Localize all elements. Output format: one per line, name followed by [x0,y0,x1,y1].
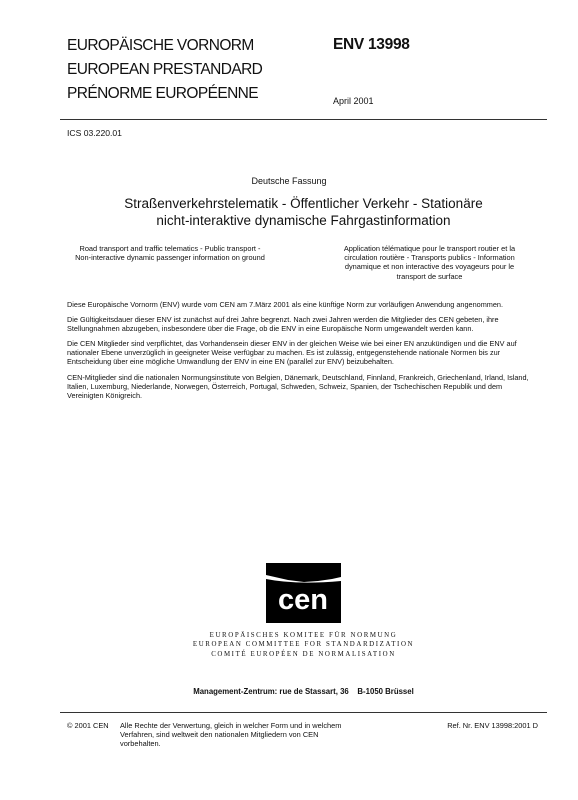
subtitle-line-1: Straßenverkehrstelematik - Öffentlicher Verkehr - Stationäre [124,196,483,211]
french-title-line: transport de surface [396,271,463,281]
french-title-line: Application télématique pour le transport routier et la [343,244,516,253]
paragraph-adoption: Diese Europäische Vornorm (ENV) wurde vom CEN am 7.März 2001 als eine künftige Norm zur vorläufigen Anwendung angenommen. [67,300,503,309]
publication-date: April 2001 [333,96,374,106]
paragraph-obligations: Die CEN Mitglieder sind verpflichtet, das Vorhandensein dieser ENV in der gleichen Weise wie bei einer EN anzukündigen und die ENV auf nationaler Ebene unverzüglich in geeigneter Weise verfügbar zu machen. Es ist zulässig, entgegenstehende nationale Normen bis zur Entscheidung über eine mögliche Umwandlung der ENV in eine EN (parallel zur ENV) beizubehalten. [67,339,517,367]
standard-number: ENV 13998 [333,36,410,53]
english-title [60,244,280,262]
cen-organisation-names [60,631,547,659]
management-centre: Management-Zentrum: rue de Stassart, 36 B-1050 Brüssel [193,687,414,696]
title-german: EUROPÄISCHE VORNORM [67,37,254,54]
title-french: PRÉNORME EUROPÉENNE [67,85,258,102]
document-subtitle [60,195,547,229]
logo-arc-shape [266,563,341,582]
title-english: EUROPEAN PRESTANDARD [67,61,263,78]
org-name-english: EUROPEAN COMMITTEE FOR STANDARDIZATION [192,641,415,649]
subtitle-line-2: nicht-interaktive dynamische Fahrgastinformation [156,213,451,228]
org-name-german: EUROPÄISCHES KOMITEE FÜR NORMUNG [209,632,398,639]
org-name-french: COMITÉ EUROPÉEN DE NORMALISATION [211,650,396,658]
version-label: Deutsche Fassung [251,176,327,186]
paragraph-validity: Die Gültigkeitsdauer dieser ENV ist zunächst auf drei Jahre begrenzt. Nach zwei Jahren werden die Mitglieder des CEN gebeten, ihre Stellungnahmen abzugeben, insbesondere über die Frage, ob die ENV in eine Europäische Norm umgewandelt werden kann. [67,315,499,334]
paragraph-members: CEN-Mitglieder sind die nationalen Normungsinstitute von Belgien, Dänemark, Deutschland, Finnland, Frankreich, Griechenland, Irland, Island, Italien, Luxemburg, Niederlande, Norwegen, Österreich, Portugal, Schweden, Schweiz, Spanien, der Tschechischen Republik und dem Vereinigten Königreich. [67,372,529,400]
copyright-notice: © 2001 CEN [67,721,109,730]
ics-code: ICS 03.220.01 [67,128,122,138]
rights-statement [120,721,380,749]
rights-line: Alle Rechte der Verwertung, gleich in welcher Form und in welchem [120,721,342,730]
reference-number: Ref. Nr. ENV 13998:2001 D [447,721,538,730]
french-title [342,244,517,281]
document-titles [67,34,262,106]
rights-line: vorbehalten. [120,739,161,749]
cen-logo [266,563,341,623]
english-title-line: Non-interactive dynamic passenger information on ground [75,253,265,263]
body-text [67,300,535,406]
rights-line: Verfahren, sind weltweit den nationalen Mitgliedern von CEN [120,730,319,740]
footer-divider [60,712,547,713]
cen-logo-mark [266,563,341,623]
english-title-line: Road transport and traffic telematics - Public transport - [79,244,261,253]
french-title-line: dynamique et non interactive des voyageurs pour le [344,262,515,272]
logo-text: cen [278,584,328,616]
french-title-line: circulation routière - Transports publics - Information [344,253,515,263]
header-divider [60,119,547,120]
